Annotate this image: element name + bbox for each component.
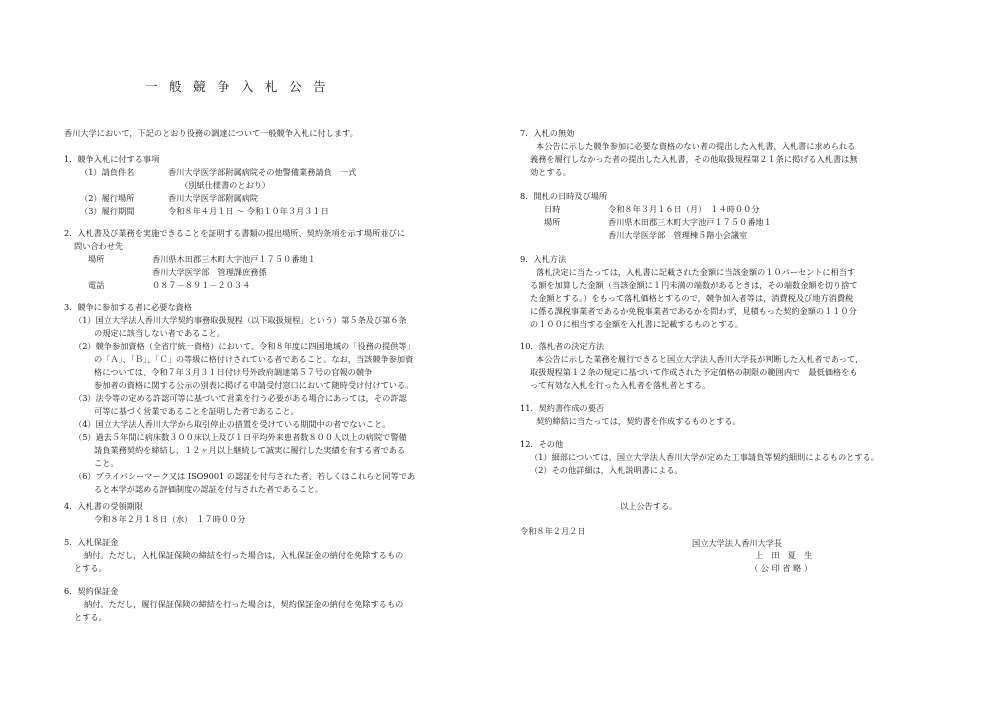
intro [64, 127, 484, 140]
section-8-heading: 8．開札の日時及び場所 [520, 191, 608, 201]
section-10-heading: 10．落札者の決定方法 [520, 341, 605, 351]
s3-line-10: （5）過去５年間に病床数３００床以上及び１日平均外来患者数８００人以上の病院で警備 [74, 432, 407, 442]
section-12-heading: 12．その他 [520, 439, 564, 449]
s8-date-row [520, 203, 960, 216]
section-2 [64, 227, 484, 292]
s3-line-6: 参加者の資格に関する公示の別表に掲げる申請受付窓口において随時受け付けている。 [94, 380, 414, 390]
section-7-heading: 7．入札の無効 [520, 128, 575, 138]
s1-item-4-label: （3）履行期間 [80, 206, 135, 216]
s2-place-row-2 [64, 266, 484, 279]
page-title: 一般競争入札公告 [145, 79, 338, 94]
s3-line-1: （1）国立大学法人香川大学契約事務取扱規程（以下取扱規程」という）第５条及び第６条 [74, 315, 407, 325]
s8-date: 令和８年３月１６日（月） １４時００分 [608, 204, 760, 214]
s3-line-9: （4）国立大学法人香川大学から取引停止の措置を受けている期間中の者でないこと。 [74, 419, 391, 429]
section-5 [64, 536, 484, 575]
s3-line-14: ると本学が認める評価制度の認証を付与された者であること。 [94, 484, 324, 494]
s3-line-11: 請負業務契約を締結し，１２ヶ月以上継続して誠実に履行した実績を有する者である [94, 445, 406, 455]
s9-line-1: 落札決定に当たっては，入札書に記載された金額に当該金額の１０パーセントに相当す [536, 267, 856, 277]
section-4-heading: 4．入札書の受領期限 [64, 501, 143, 511]
s8-place-row-2 [520, 229, 960, 242]
section-3 [64, 301, 484, 496]
section-11 [520, 402, 960, 428]
s1-item-1-value: 香川大学医学部附属病院その他警備業務請負 一式 [168, 167, 357, 177]
s10-line-1: 本公告に示した業務を履行できると国立大学法人香川大学長が判断した入札者であって， [536, 354, 864, 364]
s1-item-4 [64, 205, 484, 218]
s9-line-2: る額を加算した金額（当該金額に１円未満の端数があるときは，その端数金額を切り捨て [530, 280, 858, 290]
s2-tel: ０８７－８９１－２０３４ [152, 280, 251, 290]
s6-line-1: 納付。ただし，履行保証保険の締結を行った場合は，契約保証金の納付を免除するもの [84, 599, 404, 609]
s9-line-3: た金額とする。）をもって落札価格とするので，競争加入者等は，消費税及び地方消費税 [530, 293, 854, 303]
section-12 [520, 438, 960, 477]
s3-line-5: 格については、令和７年３月３１日付け号外政府調達第５７号の官報の競争 [94, 367, 373, 377]
s3-line-3: （2）競争参加資格（全省庁統一資格）において、令和８年度に四国地域の「役務の提供等」 [74, 341, 415, 351]
section-8 [520, 190, 960, 242]
s1-item-1 [64, 166, 484, 179]
s11-text: 契約締結に当たっては，契約書を作成するものとする。 [536, 416, 741, 426]
s3-line-12: こと。 [94, 458, 119, 468]
seal-omitted: （ 公 印 省 略 ） [750, 563, 813, 573]
s5-line-2: とする。 [74, 563, 107, 573]
section-6-heading: 6．契約保証金 [64, 586, 119, 596]
s1-item-3 [64, 192, 484, 205]
s9-line-5: の１００に相当する金額を入札書に記載するものとする。 [530, 319, 743, 329]
s7-line-3: 効とする。 [530, 167, 571, 177]
s3-line-7: （3）法令等の定める許認可等に基づいて営業を行う必要がある場合にあっては，その許認 [74, 393, 407, 403]
s2-place-label: 場所 [88, 254, 105, 264]
s2-spacer [64, 266, 152, 279]
section-2-heading: 2．入札書及び業務を実施できることを証明する書類の提出場所、契約条項を示す場所並びに [64, 228, 405, 238]
s7-line-1: 本公告に示した競争参加に必要な資格のない者の提出した入札書，入札書に求められる [536, 141, 856, 151]
s8-place-label: 場所 [544, 217, 561, 227]
s2-tel-row [64, 279, 484, 292]
s8-place-row [520, 216, 960, 229]
s1-item-3-label: （2）履行場所 [80, 193, 135, 203]
section-7 [520, 127, 960, 179]
closing-text: 以上公告する。 [620, 501, 678, 511]
issuer: 国立大学法人香川大学長 [692, 538, 783, 548]
issue-date: 令和８年２月２日 [520, 526, 586, 536]
s1-item-2-value: （別紙仕様書のとおり） [180, 180, 271, 190]
s1-item-1-label: （1）請負件名 [80, 167, 135, 177]
s12-line-1: （1）細部については，国立大学法人香川大学が定めた工事請負等契約細則によるものとする。 [530, 452, 879, 462]
section-9-heading: 9．入札方法 [520, 254, 567, 264]
section-9 [520, 253, 960, 331]
s8-place-2: 香川大学医学部 管理棟５階小会議室 [608, 230, 748, 240]
s3-line-13: （6）プライバシーマーク又は ISO9001 の認証を付与された者、若しくはこれらと同等であ [74, 471, 416, 481]
s12-line-2: （2）その他詳細は，入札説明書による。 [530, 465, 683, 475]
s1-item-3-value: 香川大学医学部附属病院 [168, 193, 259, 203]
s1-item-2-label [64, 179, 168, 192]
s10-line-3: って有効な入札を行った入札者を落札者とする。 [530, 380, 711, 390]
s8-date-label: 日時 [544, 204, 561, 214]
s7-line-2: 義務を履行しなかった者の提出した入札書，その他取扱規程第２１条に掲げる入札書は無 [530, 154, 858, 164]
section-2-heading-2: 問い合わせ先 [74, 241, 124, 251]
section-3-heading: 3．競争に参加する者に必要な資格 [64, 302, 193, 312]
s4-text: 令和８年２月１８日（水） １７時００分 [94, 514, 246, 524]
s8-place-1: 香川県木田郡三木町大字池戸１７５０番地１ [608, 217, 772, 227]
intro-text: 香川大学において，下記のとおり役務の調達について一般競争入札に付します。 [64, 128, 358, 138]
s2-tel-label: 電話 [88, 280, 105, 290]
s2-place-1: 香川県木田郡三木町大字池戸１７５０番地１ [152, 254, 316, 264]
section-4 [64, 500, 484, 526]
issuer-name: 上 田 夏 生 [755, 550, 813, 560]
s1-item-4-value: 令和８年４月１日 ～ 令和１０年３月３１日 [168, 206, 329, 216]
section-1-heading: 1．競争入札に付する事項 [64, 154, 160, 164]
section-5-heading: 5．入札保証金 [64, 537, 119, 547]
s6-line-2: とする。 [74, 612, 107, 622]
s3-line-8: 可等に基づく営業であることを証明した者であること。 [94, 406, 299, 416]
section-1 [64, 153, 484, 218]
s8-spacer [520, 229, 608, 242]
s2-place-row [64, 253, 484, 266]
section-11-heading: 11．契約書作成の要否 [520, 403, 605, 413]
s5-line-1: 納付。ただし，入札保証保険の締結を行った場合は，入札保証金の納付を免除するもの [84, 550, 404, 560]
s9-line-4: に係る課税事業者であるか免税事業者であるかを問わず，見積もった契約金額の１１０分 [530, 306, 857, 316]
section-6 [64, 585, 484, 624]
s10-line-2: 取扱規程第１２条の規定に基づいて作成された予定価格の制限の範囲内で 最低価格をも [530, 367, 858, 377]
s3-line-2: の規定に該当しない者であること。 [94, 328, 226, 338]
s2-place-2: 香川大学医学部 管理課庶務係 [152, 267, 267, 277]
section-10 [520, 340, 960, 392]
s1-item-2 [64, 179, 484, 192]
s3-line-4: の「Ａ」、「Ｂ」、「Ｃ」の等級に格付けされている者であること。なお，当該競争参加資 [94, 354, 414, 364]
